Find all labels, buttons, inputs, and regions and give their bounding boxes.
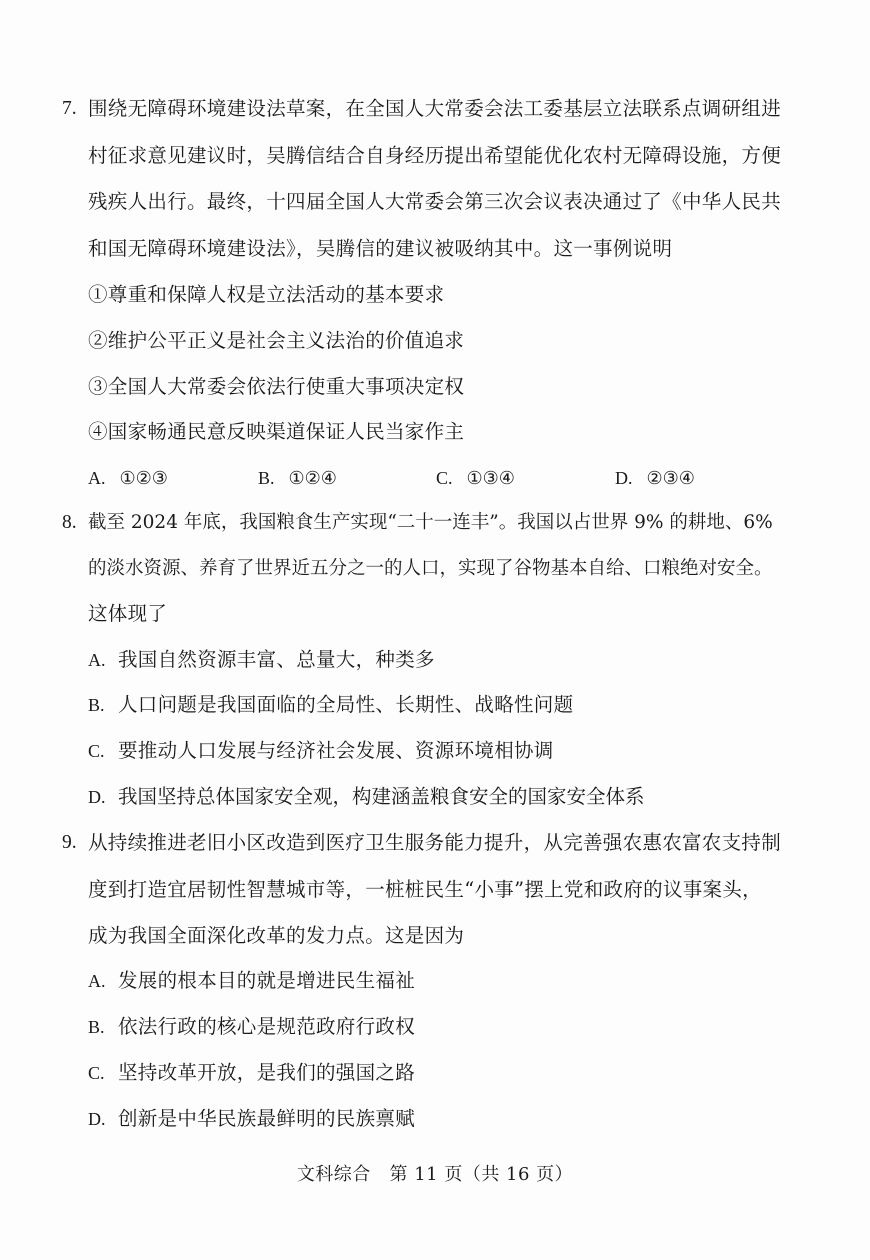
- answer-option-b: [258, 465, 337, 492]
- answer-option-b: 依法行政的核心是规范政府行政权: [118, 1015, 416, 1038]
- option-letter: A.: [88, 971, 106, 991]
- question-text-line: 成为我国全面深化改革的发力点。这是因为: [88, 924, 465, 947]
- answer-option-d: 创新是中华民族最鲜明的民族禀赋: [118, 1107, 416, 1130]
- answer-option-a: 我国自然资源丰富、总量大，种类多: [118, 648, 435, 671]
- option-letter: B.: [258, 468, 275, 488]
- answer-option-a: [88, 465, 168, 492]
- option-text: ①②③: [119, 468, 168, 489]
- question-number: 8.: [62, 512, 77, 533]
- option-letter: D.: [88, 787, 106, 807]
- statement-item: ④国家畅通民意反映渠道保证人民当家作主: [88, 420, 465, 443]
- answer-option-b: 人口问题是我国面临的全局性、长期性、战略性问题: [118, 693, 574, 716]
- question-text-line: 这体现了: [88, 602, 168, 625]
- option-letter: A.: [88, 650, 106, 670]
- option-letter: C.: [436, 468, 453, 488]
- option-letter: C.: [88, 1063, 105, 1083]
- option-text: ①③④: [466, 468, 515, 489]
- question-text-line: 围绕无障碍环境建设法草案，在全国人大常委会法工委基层立法联系点调研组进: [88, 97, 782, 120]
- option-letter: D.: [615, 468, 633, 488]
- option-letter: D.: [88, 1109, 106, 1129]
- question-text-line: 和国无障碍环境建设法》，吴腾信的建议被吸纳其中。这一事例说明: [88, 237, 673, 260]
- option-letter: C.: [88, 741, 105, 761]
- answer-option-c: 坚持改革开放，是我们的强国之路: [118, 1061, 416, 1084]
- answer-option-a: 发展的根本目的就是增进民生福祉: [118, 969, 416, 992]
- answer-option-c: [436, 465, 515, 492]
- page-footer: 文科综合 第 11 页（共 16 页）: [296, 1164, 574, 1185]
- answer-option-d: 我国坚持总体国家安全观，构建涵盖粮食安全的国家安全体系: [118, 785, 645, 808]
- question-text-line: 从持续推进老旧小区改造到医疗卫生服务能力提升，从完善强农惠农富农支持制: [88, 831, 782, 854]
- answer-option-c: 要推动人口发展与经济社会发展、资源环境相协调: [118, 739, 554, 762]
- statement-item: ③全国人大常委会依法行使重大事项决定权: [88, 375, 465, 398]
- option-letter: B.: [88, 1017, 105, 1037]
- question-text-line: 截至 2024 年底，我国粮食生产实现“二十一连丰”。我国以占世界 9% 的耕地、6%: [88, 512, 773, 533]
- question-text-line: 的淡水资源、养育了世界近五分之一的人口，实现了谷物基本自给、口粮绝对安全。: [88, 558, 773, 579]
- statement-item: ①尊重和保障人权是立法活动的基本要求: [88, 283, 445, 306]
- question-number: 7.: [62, 98, 77, 119]
- option-text: ①②④: [288, 468, 337, 489]
- option-letter: B.: [88, 695, 105, 715]
- question-text-line: 度到打造宜居韧性智慧城市等，一桩桩民生“小事”摆上党和政府的议事案头，: [88, 878, 762, 901]
- question-text-line: 残疾人出行。最终，十四届全国人大常委会第三次会议表决通过了《中华人民共: [88, 190, 782, 213]
- answer-option-d: [615, 465, 695, 492]
- statement-item: ②维护公平正义是社会主义法治的价值追求: [88, 329, 465, 352]
- question-number: 9.: [62, 832, 77, 853]
- question-text-line: 村征求意见建议时，吴腾信结合自身经历提出希望能优化农村无障碍设施，方便: [88, 144, 782, 167]
- option-text: ②③④: [646, 468, 695, 489]
- option-letter: A.: [88, 468, 106, 488]
